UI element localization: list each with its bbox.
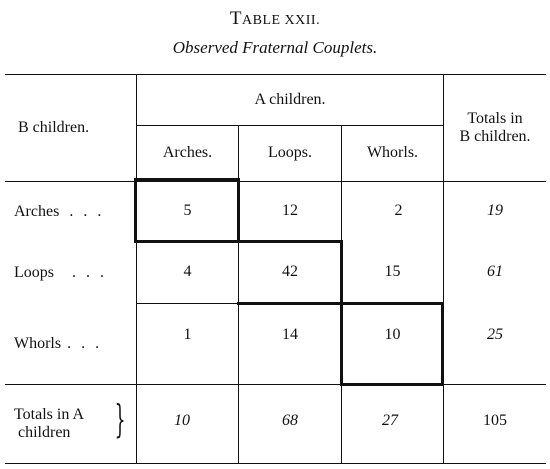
cell-loops-total: 61	[487, 263, 503, 281]
cell-loops-loops: 42	[282, 263, 298, 281]
totals-col-header	[444, 75, 546, 181]
col-header-arches: Arches.	[162, 144, 213, 162]
row-label-arches-text: Arches	[14, 202, 60, 220]
cell-loops-whorls: 15	[384, 263, 401, 281]
totals-row-label-line2: children	[18, 424, 71, 441]
totals-col-header-line1: Totals in	[467, 109, 523, 127]
cell-whorls-arches: 1	[183, 326, 192, 344]
row-label-arches-dots: . . .	[69, 202, 105, 220]
cell-total-whorls: 27	[382, 411, 398, 429]
row-label-whorls-text: Whorls	[14, 335, 62, 352]
totals-row-label-line1: Totals in A	[14, 406, 84, 423]
row-label-whorls-dots: . . .	[67, 335, 103, 352]
cell-total-arches: 10	[174, 411, 190, 429]
cell-arches-arches: 5	[183, 202, 192, 220]
row-label-arches	[14, 182, 136, 241]
cell-grand-total: 105	[483, 411, 507, 429]
row-header-b-children: B children.	[18, 118, 90, 136]
row-label-whorls	[14, 304, 136, 384]
brace-icon: }	[114, 397, 126, 441]
totals-col-header-line2: B children.	[459, 128, 531, 145]
col-header-loops: Loops.	[268, 144, 312, 162]
rule-bottom	[5, 463, 546, 464]
cell-total-loops: 68	[282, 411, 298, 429]
totals-row-label	[14, 385, 124, 463]
cell-arches-loops: 12	[282, 202, 298, 220]
table-subtitle: Observed Fraternal Couplets.	[172, 38, 378, 57]
table-title	[0, 8, 550, 30]
row-label-loops-dots: . . .	[72, 263, 107, 281]
cell-arches-whorls: 2	[394, 202, 403, 220]
col-header-whorls: Whorls.	[366, 144, 419, 162]
cell-loops-arches: 4	[183, 263, 192, 281]
cell-whorls-whorls: 10	[384, 326, 401, 344]
table-title-rest: ABLE XXII.	[242, 13, 321, 28]
table-title-initial: T	[229, 8, 242, 29]
row-label-loops	[14, 242, 136, 303]
col-group-header-a-children: A children.	[254, 90, 326, 108]
cell-whorls-loops: 14	[282, 326, 298, 344]
row-label-loops-text: Loops	[14, 263, 54, 281]
cell-whorls-total: 25	[487, 326, 503, 344]
cell-arches-total: 19	[487, 202, 503, 220]
